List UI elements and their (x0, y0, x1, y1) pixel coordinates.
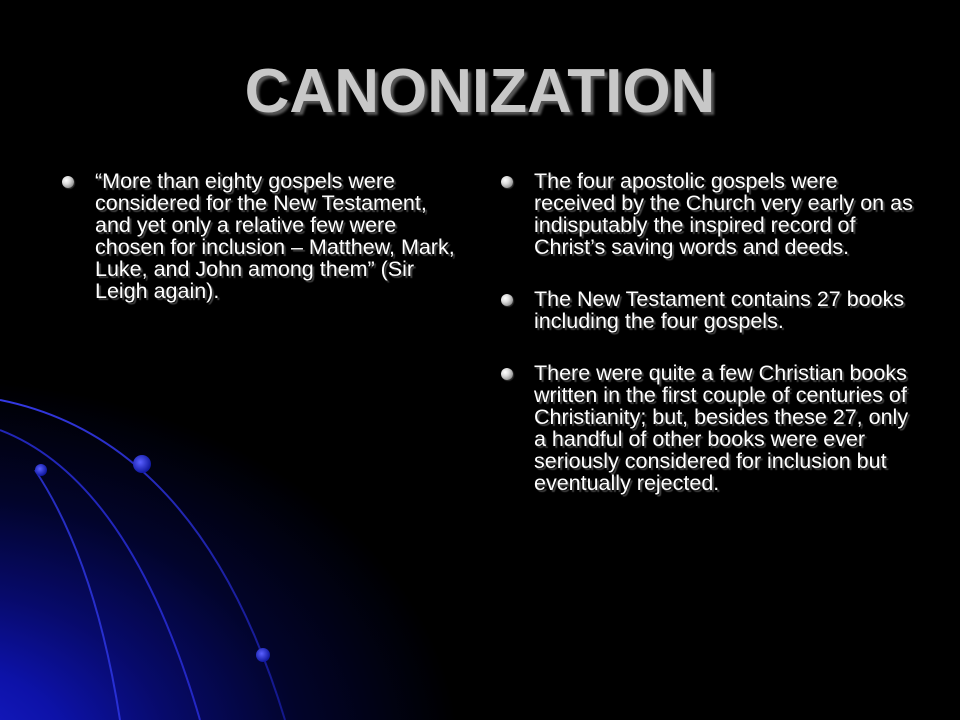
sphere-bullet-icon (62, 176, 74, 188)
arc-line-outer (0, 400, 285, 720)
left-bullet-list (58, 170, 468, 302)
bullet-text: The four apostolic gospels were received by the Church very early on as indisputably the inspired record of Christ’s saving words and deeds. (534, 169, 913, 259)
orb-dot-large (133, 455, 151, 473)
bullet-text: “More than eighty gospels were considered for the New Testament, and yet only a relative few were chosen for inclusion – Matthew, Mark, Luke, and John among them” (Sir Leigh again). (95, 169, 455, 303)
left-column (58, 170, 468, 332)
bullet-item (497, 288, 917, 332)
bullet-item (58, 170, 468, 302)
sphere-bullet-icon (501, 368, 513, 380)
arc-line-inner (35, 470, 120, 720)
right-bullet-list (497, 170, 917, 494)
right-column (497, 170, 917, 524)
slide-title: CANONIZATION (244, 57, 716, 126)
sphere-bullet-icon (501, 176, 513, 188)
orb-dot-small (35, 464, 47, 476)
orb-dot-lower (256, 648, 270, 662)
bullet-item (497, 170, 917, 258)
sphere-bullet-icon (501, 294, 513, 306)
arc-line-middle (0, 430, 200, 720)
bullet-item (497, 362, 917, 494)
bullet-text: There were quite a few Christian books written in the first couple of centuries of Christianity; but, besides these 27, only a handful of other books were ever seriously considered for inclusion but eventually rejected. (534, 361, 909, 495)
bullet-text: The New Testament contains 27 books including the four gospels. (534, 287, 905, 333)
